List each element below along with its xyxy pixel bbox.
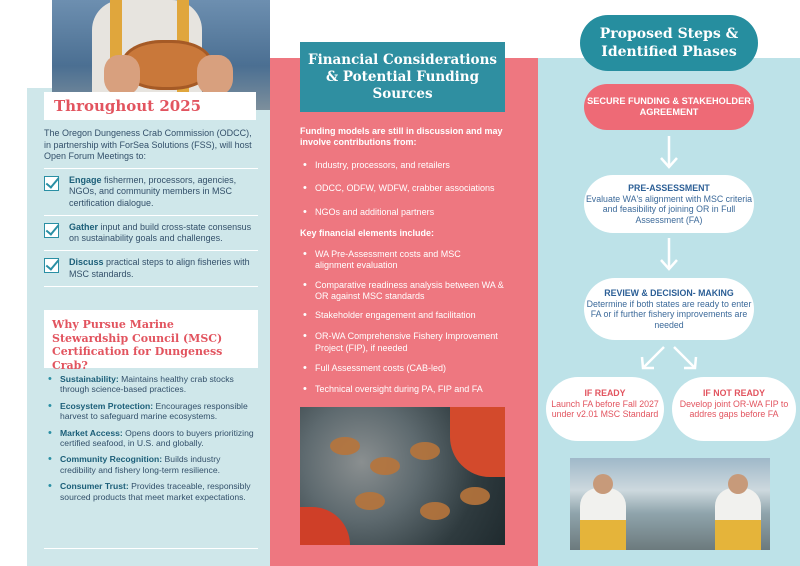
benefit-lead: Sustainability: xyxy=(60,374,119,384)
benefit-lead: Community Recognition: xyxy=(60,454,163,465)
photo-overalls xyxy=(580,520,626,550)
funding-intro: Funding models are still in discussion and may involve contributions from: xyxy=(300,126,503,148)
key-element-item: • Comparative readiness analysis between WA & OR against MSC standards xyxy=(300,280,505,303)
step-description: Determine if both states are ready to enter FA or if further fishery improvements are needed xyxy=(586,298,752,330)
checklist-item xyxy=(44,168,258,215)
step-heading: IF NOT READY xyxy=(702,388,766,398)
photo-crab xyxy=(410,442,440,460)
photo-crab xyxy=(370,457,400,475)
benefit-lead: Consumer Trust: xyxy=(60,481,129,492)
crew-on-boat-photo xyxy=(570,458,770,550)
checkbox-icon xyxy=(44,258,59,273)
down-arrow-icon xyxy=(660,238,678,272)
step-if-ready xyxy=(546,377,664,441)
checkbox-icon xyxy=(44,176,59,191)
photo-hand xyxy=(104,55,140,95)
benefit-item xyxy=(44,401,258,422)
key-elements-list xyxy=(300,249,515,396)
benefit-item xyxy=(44,481,258,502)
photo-crab xyxy=(420,502,450,520)
photo-crab xyxy=(355,492,385,510)
key-element-item: • Full Assessment costs (CAB-led) xyxy=(300,363,515,374)
photo-crab xyxy=(330,437,360,455)
funding-source-item: • NGOs and additional partners xyxy=(300,207,515,218)
benefit-text: Maintains healthy crab stocks through science-based practices. xyxy=(60,374,234,395)
photo-overalls xyxy=(715,520,761,550)
photo-head xyxy=(593,474,613,494)
step-if-not-ready xyxy=(672,377,796,441)
key-elements-heading: Key financial elements include: xyxy=(300,228,435,238)
photo-head xyxy=(728,474,748,494)
step-heading: IF READY xyxy=(584,388,626,398)
checklist-item xyxy=(44,250,258,287)
step-pre-assessment xyxy=(584,175,754,233)
step-description: Launch FA before Fall 2027 under v2.01 MSC Standard xyxy=(551,398,659,419)
checklist-lead: Engage xyxy=(69,175,102,185)
checklist-item xyxy=(44,215,258,251)
right-panel xyxy=(538,0,800,566)
photo-crab xyxy=(460,487,490,505)
checklist-text: input and build cross-state consensus on sustainability goals and challenges. xyxy=(69,221,252,244)
funding-source-item: • Industry, processors, and retailers xyxy=(300,160,515,171)
step-description: Evaluate WA's alignment with MSC criteria and feasibility of joining OR in Full Assessment (FA) xyxy=(585,193,753,225)
why-msc-heading: Why Pursue Marine Stewardship Council (MSC) Certification for Dungeness Crab? xyxy=(44,310,258,368)
step-secure-funding: SECURE FUNDING & STAKEHOLDER AGREEMENT xyxy=(584,84,754,130)
benefit-text: Encourages responsible harvest to safeguard marine ecosystems. xyxy=(60,400,248,422)
key-element-item: • Stakeholder engagement and facilitation xyxy=(300,310,515,321)
checklist-lead: Discuss xyxy=(69,257,104,268)
benefit-item xyxy=(44,374,258,395)
funding-source-item: • ODCC, ODFW, WDFW, crabber associations xyxy=(300,183,515,194)
key-element-item: • Technical oversight during PA, FIP and FA xyxy=(300,384,515,395)
down-left-arrow-icon xyxy=(638,345,668,373)
checklist-text: fishermen, processors, agencies, NGOs, and community members in MSC certification dialogue. xyxy=(69,175,237,208)
checkbox-icon xyxy=(44,223,59,238)
down-arrow-icon xyxy=(660,136,678,170)
left-panel xyxy=(0,0,270,566)
proposed-steps-title: Proposed Steps & Identified Phases xyxy=(580,15,758,71)
key-element-item: • OR-WA Comprehensive Fishery Improvement Project (FIP), if needed xyxy=(300,331,500,354)
benefit-item xyxy=(44,454,258,475)
step-description: Develop joint OR-WA FIP to addres gaps before FA xyxy=(679,398,789,419)
divider xyxy=(44,548,258,549)
checklist-lead: Gather xyxy=(69,221,99,232)
benefit-lead: Market Access: xyxy=(60,427,123,438)
intro-paragraph: The Oregon Dungeness Crab Commission (ODCC), in partnership with ForSea Solutions (FSS), will host Open Forum Meetings to: xyxy=(44,128,252,161)
step-heading: PRE-ASSESSMENT xyxy=(628,183,710,193)
down-right-arrow-icon xyxy=(670,345,700,373)
financial-considerations-title: Financial Considerations & Potential Funding Sources xyxy=(300,42,505,112)
step-review-decision xyxy=(584,278,754,340)
benefit-item xyxy=(44,428,258,449)
middle-panel xyxy=(270,0,538,566)
benefit-text: Provides traceable, responsibly sourced products that meet market expectations. xyxy=(60,481,251,502)
photo-buoy xyxy=(300,507,350,545)
action-checklist xyxy=(44,168,258,287)
crabs-on-deck-photo xyxy=(300,407,505,545)
benefits-list xyxy=(44,374,258,508)
key-element-item: • WA Pre-Assessment costs and MSC alignment evaluation xyxy=(300,249,490,272)
checklist-text: practical steps to align fisheries with MSC standards. xyxy=(69,257,250,279)
benefit-lead: Ecosystem Protection: xyxy=(60,400,154,411)
photo-hand xyxy=(197,55,233,95)
benefit-text: Builds industry credibility and fishery long-term resilience. xyxy=(60,454,221,475)
funding-sources-list xyxy=(300,160,515,218)
throughout-2025-heading: Throughout 2025 xyxy=(44,92,256,120)
step-heading: REVIEW & DECISION- MAKING xyxy=(604,288,734,298)
photo-buoy xyxy=(450,407,505,477)
benefit-text: Opens doors to buyers prioritizing certified seafood, in U.S. and globally. xyxy=(60,427,254,449)
